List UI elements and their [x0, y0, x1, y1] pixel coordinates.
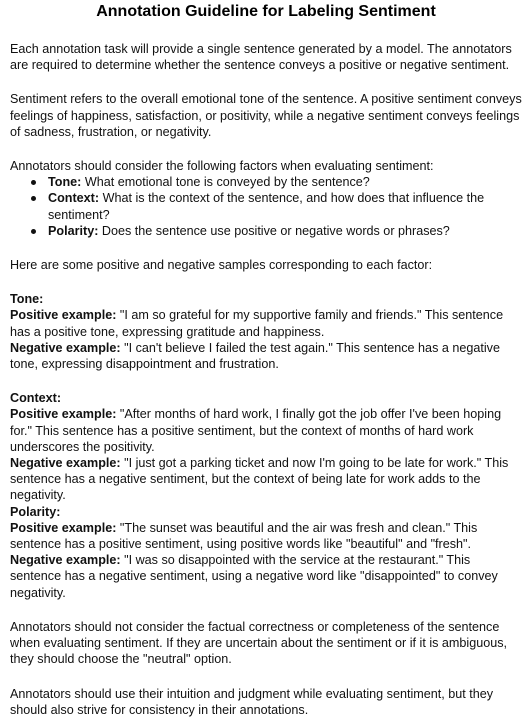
section-heading — [10, 390, 522, 406]
negative-example — [10, 455, 522, 504]
positive-example-text: "I am so grateful for my supportive family and friends." This sentence has a positive tone, expressing gratitude and happiness. — [10, 308, 504, 339]
positive-example — [10, 307, 522, 339]
page-title: Annotation Guideline for Labeling Sentiment — [96, 3, 436, 20]
section-heading-text: Tone: — [10, 292, 44, 307]
positive-example-text: "After months of hard work, I finally got the job offer I've been hoping for." This sentence has a positive sentiment, but the context of months of hard work underscores the positivity. — [10, 407, 502, 454]
closing-paragraph: Annotators should use their intuition and judgment while evaluating sentiment, but they should also strive for consistency in their annotations. — [10, 686, 494, 717]
factor-item-tone — [48, 174, 522, 190]
positive-example-text: "The sunset was beautiful and the air was fresh and clean." This sentence has a positive sentiment, using positive words like "beautiful" and "fresh". — [10, 520, 478, 552]
factors-list — [10, 174, 522, 239]
section-heading-text: Polarity: — [10, 504, 61, 519]
section-tone — [10, 291, 522, 372]
intro-paragraph: Each annotation task will provide a single sentence generated by a model. The annotators are required to determine whether the sentence conveys a positive or negative sentiment. — [10, 42, 512, 73]
positive-example — [10, 520, 522, 552]
negative-example-text: "I was so disappointed with the service at the restaurant." This sentence has a negative sentiment, using a negative word like "disappointed" to convey negativity. — [10, 553, 498, 600]
negative-example-text: "I just got a parking ticket and now I'm going to be late for work." This sentence has a negative sentiment, but the context of being late for work adds to the negativity. — [10, 456, 509, 503]
section-heading — [10, 504, 522, 520]
definition-paragraph: Sentiment refers to the overall emotional tone of the sentence. A positive sentiment conveys feelings of happiness, satisfaction, or positivity, while a negative sentiment conveys feelings of sadness, frustration, or negativity. — [10, 92, 522, 139]
factor-label: Context: — [48, 191, 100, 206]
positive-example-label: Positive example: — [10, 407, 117, 422]
factor-text: What emotional tone is conveyed by the sentence? — [81, 175, 370, 190]
negative-example — [10, 552, 522, 601]
negative-example — [10, 340, 522, 372]
section-heading-text: Context: — [10, 391, 62, 406]
factor-label: Tone: — [48, 175, 82, 190]
section-polarity — [10, 504, 522, 601]
positive-example — [10, 406, 522, 455]
negative-example-label: Negative example: — [10, 456, 121, 471]
factor-text: What is the context of the sentence, and how does that influence the sentiment? — [48, 191, 485, 222]
positive-example-label: Positive example: — [10, 308, 117, 323]
negative-example-text: "I can't believe I failed the test again." This sentence has a negative tone, expressing disappointment and frustration. — [10, 340, 500, 372]
section-context — [10, 390, 522, 503]
negative-example-label: Negative example: — [10, 340, 121, 355]
factor-label: Polarity: — [48, 223, 99, 238]
factor-item-context — [48, 190, 522, 222]
factor-text: Does the sentence use positive or negative words or phrases? — [98, 223, 450, 238]
samples-intro-paragraph: Here are some positive and negative samples corresponding to each factor: — [10, 258, 433, 273]
factor-item-polarity — [48, 223, 522, 239]
factors-intro-paragraph: Annotators should consider the following factors when evaluating sentiment: — [10, 159, 434, 174]
section-heading — [10, 291, 522, 307]
negative-example-label: Negative example: — [10, 553, 121, 568]
positive-example-label: Positive example: — [10, 520, 117, 535]
neutral-note-paragraph: Annotators should not consider the factual correctness or completeness of the sentence when evaluating sentiment. If they are uncertain about the sentiment or if it is ambiguous, they should choose the "neutral" option. — [10, 619, 508, 667]
